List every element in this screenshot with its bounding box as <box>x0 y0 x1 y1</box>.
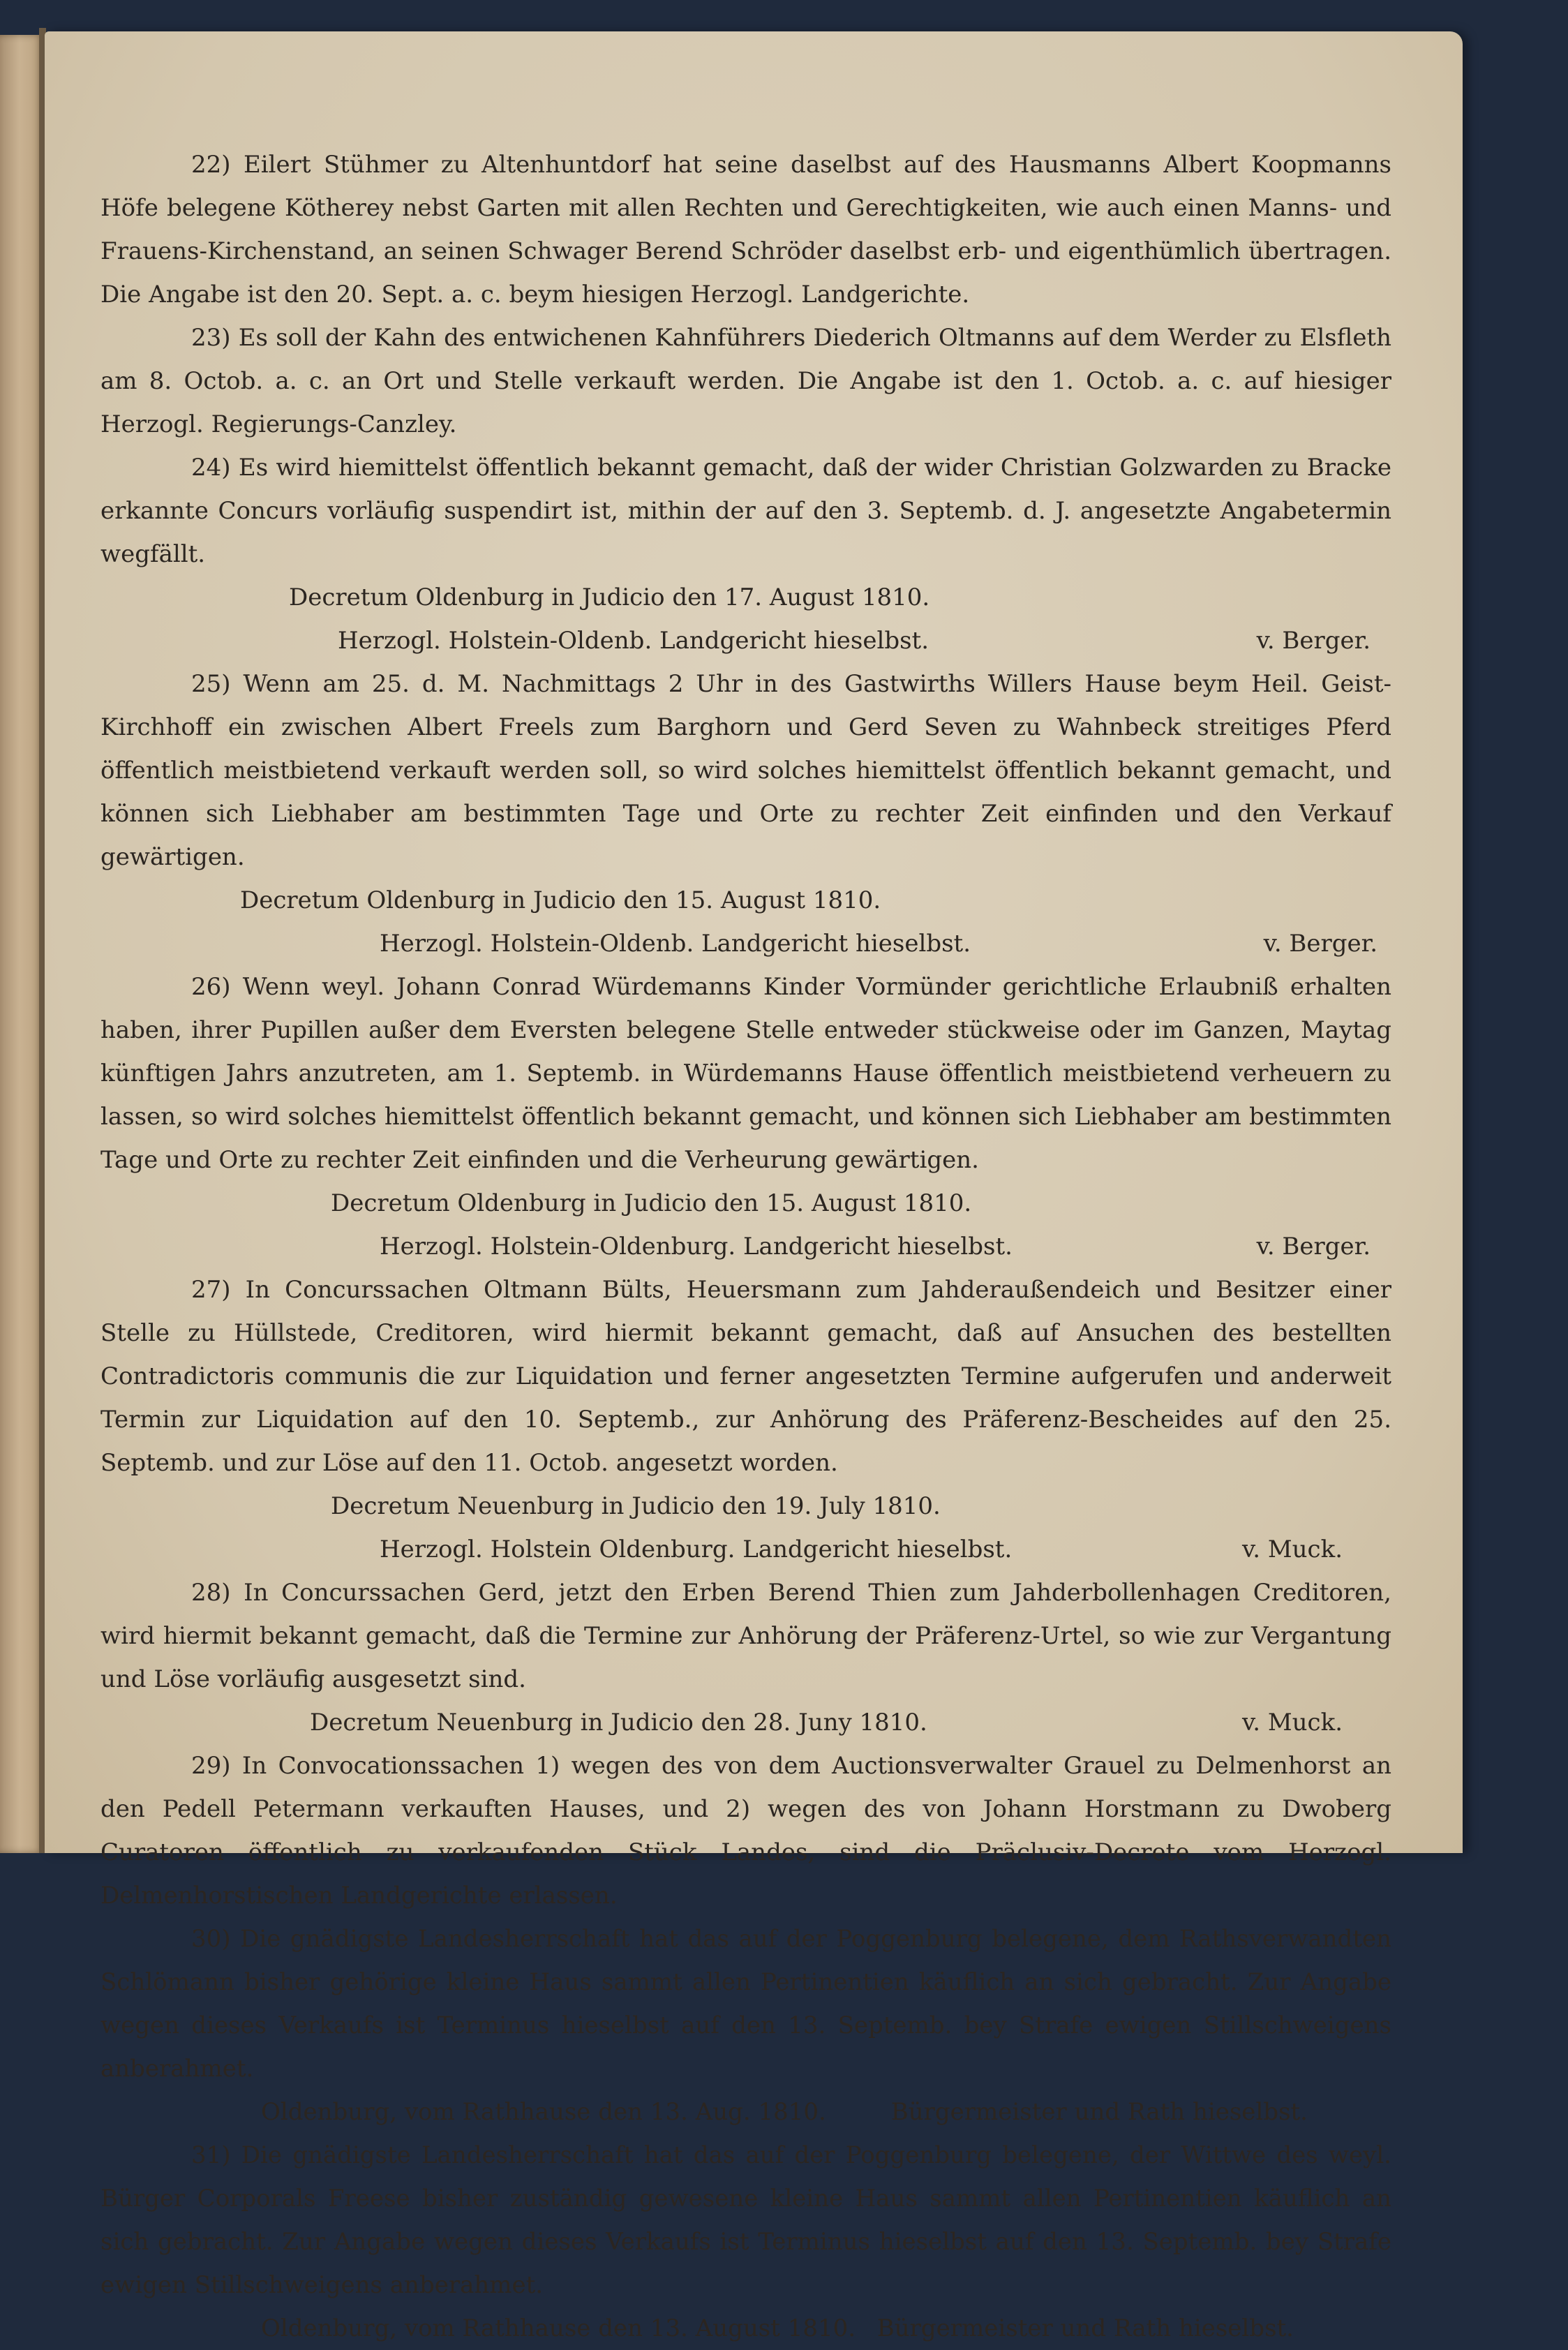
court-line-27 <box>100 1528 1391 1571</box>
place-date-30: Oldenburg, vom Rathhause den 13. Aug. 1810. <box>261 2098 826 2126</box>
notice-24: 24) Es wird hiemittelst öffentlich bekannt gemacht, daß der wider Christian Golzwarden zu Bracke erkannte Concurs vorläufig suspendirt ist, mithin der auf den 3. Septemb. d. J. angesetzte Angabetermin wegfällt. <box>100 454 1391 568</box>
decretum-line-28 <box>100 1701 1391 1744</box>
notice-26: 26) Wenn weyl. Johann Conrad Würdemanns Kinder Vormünder gerichtliche Erlaubniß erhalten haben, ihrer Pupillen außer dem Eversten belegene Stelle entweder stückweise oder im Ganzen, Maytag künftigen Jahrs anzutreten, am 1. Septemb. in Würdemanns Hause öffentlich meistbietend verheuern zu lassen, so wird solches hiemittelst öffentlich bekannt gemacht, und können sich Liebhaber am bestimmten Tage und Orte zu rechter Zeit einfinden und die Verheurung gewärtigen. <box>100 973 1391 1174</box>
notice-25: 25) Wenn am 25. d. M. Nachmittags 2 Uhr in des Gastwirths Willers Hause beym Heil. Geist-Kirchhoff ein zwischen Albert Freels zum Barghorn und Gerd Seven zu Wahnbeck streitiges Pferd öffentlich meistbietend verkauft werden soll, so wird solches hiemittelst öffentlich bekannt gemacht, und können sich Liebhaber am bestimmten Tage und Orte zu rechter Zeit einfinden und den Verkauf gewärtigen. <box>100 670 1391 871</box>
decretum-27 <box>100 1485 1391 1528</box>
signature-line-31 <box>100 2307 1391 2350</box>
judge-26: v. Berger. <box>1256 1233 1371 1260</box>
judge-25: v. Berger. <box>1263 930 1377 958</box>
notice-29: 29) In Convocationssachen 1) wegen des von dem Auctionsverwalter Grauel zu Delmenhorst an den Pedell Petermann verkauften Hauses, und 2) wegen des von Johann Horstmann zu Dwoberg Curatoren öffentlich zu verkaufenden Stück Landes, sind die Präclusiv-Decrete vom Herzogl. Delmenhorstischen Landgerichte erlassen. <box>100 1752 1391 1910</box>
decretum-28-text: Decretum Neuenburg in Judicio den 28. Juny 1810. <box>310 1709 927 1737</box>
judge-27: v. Muck. <box>1242 1535 1343 1563</box>
judge-28: v. Muck. <box>1242 1709 1343 1737</box>
previous-page-edge <box>0 35 43 1853</box>
decretum-27-text: Decretum Neuenburg in Judicio den 19. July 1810. <box>331 1492 941 1520</box>
court-line-24 <box>100 619 1391 662</box>
court-27: Herzogl. Holstein Oldenburg. Landgericht hieselbst. <box>380 1535 1013 1563</box>
notice-22: 22) Eilert Stühmer zu Altenhuntdorf hat seine daselbst auf des Hausmanns Albert Koopmanns Höfe belegene Kötherey nebst Garten mit allen Rechten und Gerechtigkeiten, wie auch einen Manns- und Frauens-Kirchenstand, an seinen Schwager Berend Schröder daselbst erb- und eigenthümlich übertragen. Die Angabe ist den 20. Sept. a. c. beym hiesigen Herzogl. Landgerichte. <box>100 151 1391 308</box>
decretum-25-text: Decretum Oldenburg in Judicio den 15. August 1810. <box>240 886 881 914</box>
decretum-26-text: Decretum Oldenburg in Judicio den 15. August 1810. <box>331 1189 972 1217</box>
court-25: Herzogl. Holstein-Oldenb. Landgericht hieselbst. <box>380 930 971 958</box>
signature-line-30 <box>100 2090 1391 2134</box>
notice-27: 27) In Concurssachen Oltmann Bülts, Heuersmann zum Jahderaußendeich und Besitzer einer Stelle zu Hüllstede, Creditoren, wird hiermit bekannt gemacht, daß auf Ansuchen des bestellten Contradictoris communis die zur Liquidation und ferner angesetzten Termine aufgerufen und anderweit Termin zur Liquidation auf den 10. Septemb., zur Anhörung des Präferenz-Bescheides auf den 25. Septemb. und zur Löse auf den 11. Octob. angesetzt worden. <box>100 1276 1391 1477</box>
page-text-block <box>100 143 1391 2350</box>
rath-31: Bürgermeister und Rath hieselbst. <box>876 2314 1294 2342</box>
notice-23: 23) Es soll der Kahn des entwichenen Kahnführers Diederich Oltmanns auf dem Werder zu Elsfleth am 8. Octob. a. c. an Ort und Stelle verkauft werden. Die Angabe ist den 1. Octob. a. c. auf hiesiger Herzogl. Regierungs-Canzley. <box>100 324 1391 438</box>
place-date-31: Oldenburg, vom Rathhause den 13. August 1810. <box>261 2314 856 2342</box>
decretum-24 <box>100 576 1391 619</box>
court-line-25 <box>100 922 1391 965</box>
notice-28: 28) In Concurssachen Gerd, jetzt den Erben Berend Thien zum Jahderbollenhagen Creditoren, wird hiermit bekannt gemacht, daß die Termine zur Anhörung der Präferenz-Urtel, so wie zur Vergantung und Löse vorläufig ausgesetzt sind. <box>100 1579 1391 1693</box>
rath-30: Bürgermeister und Rath hieselbst. <box>890 2098 1308 2126</box>
court-24: Herzogl. Holstein-Oldenb. Landgericht hieselbst. <box>338 627 929 655</box>
notice-30: 30) Die gnädigste Landesherrschaft hat das auf der Poggenburg belegene, dem Rathsverwandten Schlömann bisher gehörige kleine Haus sammt allen Pertinentien käuflich an sich gebracht. Zur Angabe wegen dieses Verkaufs ist Terminus hieselbst auf den 13. Septemb. bey Strafe ewigen Stillschweigens anberahmet. <box>100 1925 1391 2083</box>
decretum-26 <box>100 1182 1391 1225</box>
judge-24: v. Berger. <box>1256 627 1371 655</box>
court-line-26 <box>100 1225 1391 1268</box>
notice-31: 31) Die gnädigste Landesherrschaft hat das auf der Poggenburg belegene, der Wittwe des weyl. Bürger Corporals Freese bisher zuständig gewesene kleine Haus sammt allen Pertinentien käuflich an sich gebracht. Zur Angabe wegen dieses Verkaufs ist Terminus hieselbst auf den 13. Septemb. bey Strafe ewigen Stillschweigens anberahmet. <box>100 2141 1391 2299</box>
court-26: Herzogl. Holstein-Oldenburg. Landgericht hieselbst. <box>380 1233 1013 1260</box>
document-page <box>45 31 1463 2342</box>
decretum-24-text: Decretum Oldenburg in Judicio den 17. August 1810. <box>289 583 930 611</box>
decretum-25 <box>100 879 1391 922</box>
